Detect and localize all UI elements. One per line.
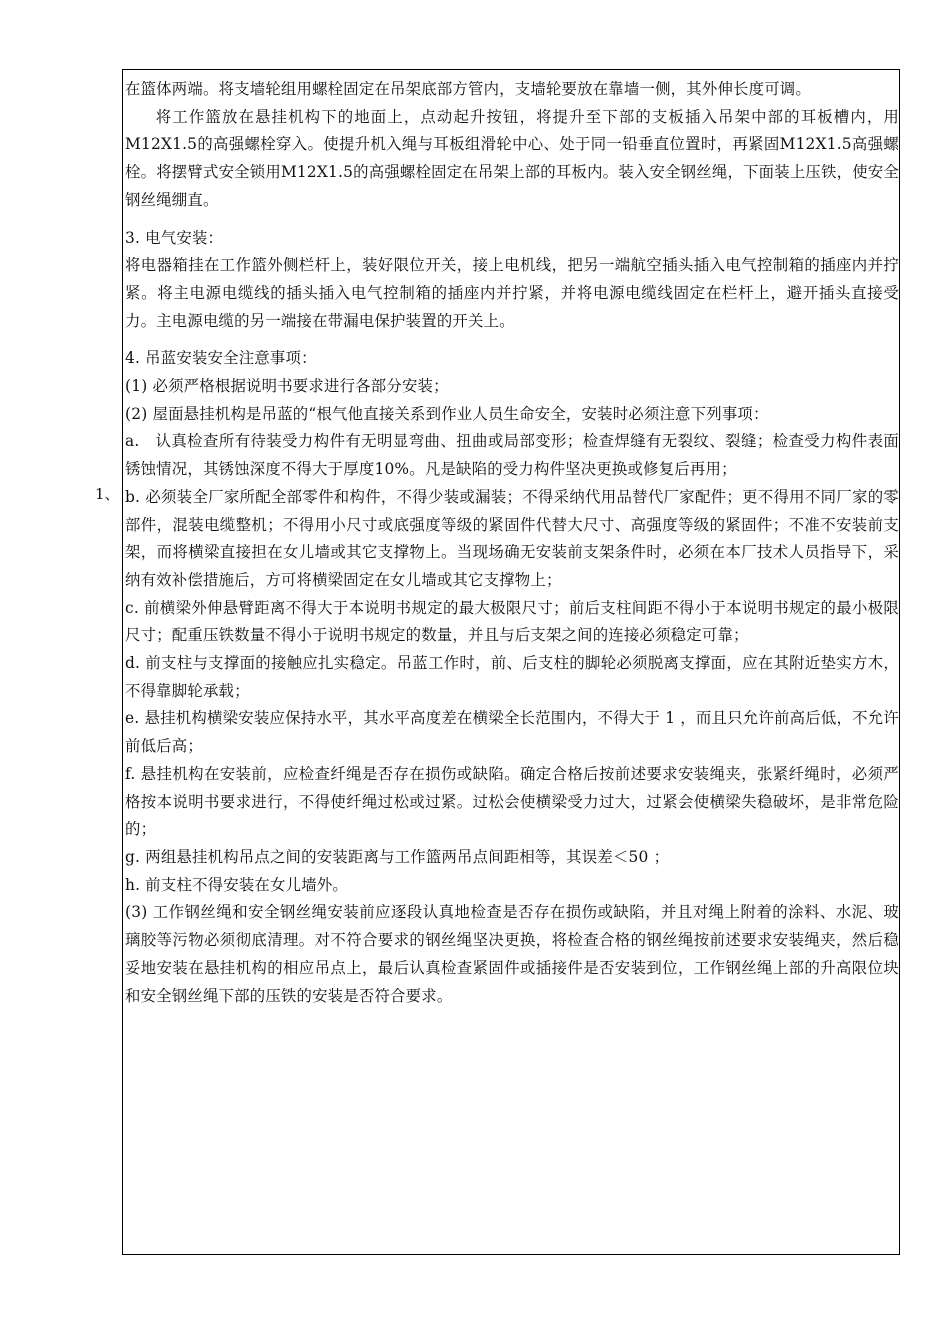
item-2d: d. 前支柱与支撑面的接触应扎实稳定。吊蓝工作时，前、后支柱的脚轮必须脱离支撑面，应在其附近垫实方木，不得靠脚轮承载； [125, 654, 899, 700]
item-1: (1) 必须严格根据说明书要求进行各部分安装； [125, 377, 449, 396]
item-2: (2) 屋面悬挂机构是吊蓝的“根气他直接关系到作业人员生命安全，安装时必须注意下列事项： [125, 404, 769, 423]
paragraph-support-wheel: 在篮体两端。将支墙轮组用螺栓固定在吊架底部方管内，支墙轮要放在靠墙一侧，其外伸长度可调。 [125, 80, 811, 98]
paragraph-electrical-install: 将电器箱挂在工作篮外侧栏杆上，装好限位开关，接上电机线，把另一端航空插头插入电气控制箱的插座内并拧紧。将主电源电缆线的插头插入电气控制箱的插座内并拧紧，并将电源电缆线固定在栏杆上，避开插头直接受力。主电源电缆的另一端接在带漏电保护装置的开关上。 [125, 256, 899, 330]
row-number: 1、 [95, 485, 120, 503]
item-2f: f. 悬挂机构在安装前，应检查纤绳是否存在损伤或缺陷。确定合格后按前述要求安装绳夹，张紧纤绳时，必须严格按本说明书要求进行，不得使纤绳过松或过紧。过松会使横梁受力过大，过紧会使横梁失稳破坏，是非常危险的； [125, 764, 899, 839]
item-2a: a. 认真检查所有待装受力构件有无明显弯曲、扭曲或局部变形；检查焊缝有无裂纹、裂缝；检查受力构件表面锈蚀情况，其锈蚀深度不得大于厚度10%。凡是缺陷的受力构件坚决更换或修复后再用； [125, 432, 899, 479]
content-cell [125, 76, 899, 1010]
paragraph-hoist-install: 将工作篮放在悬挂机构下的地面上，点动起升按钮，将提升至下部的支板插入吊架中部的耳板槽内，用M12X1.5的高强螺栓穿入。使提升机入绳与耳板组滑轮中心、处于同一铅垂直位置时，再紧固M12X1.5高强螺栓。将摆臂式安全锁用M12X1.5的高强螺栓固定在吊架上部的耳板内。装入安全钢丝绳，下面装上压铁，使安全钢丝绳绷直。 [125, 107, 899, 209]
heading-safety-notes: 4. 吊蓝安装安全注意事项： [125, 349, 317, 368]
document-table [95, 69, 900, 1255]
item-2c: c. 前横梁外伸悬臂距离不得大于本说明书规定的最大极限尺寸；前后支柱间距不得小于本说明书规定的最小极限尺寸；配重压铁数量不得小于说明书规定的数量，并且与后支架之间的连接必须稳定可靠； [125, 598, 899, 645]
item-2b: b. 必须装全厂家所配全部零件和构件，不得少装或漏装；不得采纳代用品替代厂家配件；更不得用不同厂家的零部件，混装电缆整机；不得用小尺寸或底强度等级的紧固件代替大尺寸、高强度等级的紧固件；不准不安装前支架，而将横梁直接担在女儿墙或其它支撑物上。当现场确无安装前支架条件时，必须在本厂技术人员指导下，采纳有效补偿措施后，方可将横梁固定在女儿墙或其它支撑物上； [125, 487, 899, 589]
item-2g: g. 两组悬挂机构吊点之间的安装距离与工作篮两吊点间距相等，其误差＜50 ； [125, 847, 670, 866]
item-2h: h. 前支柱不得安装在女儿墙外。 [125, 875, 348, 894]
item-3: (3) 工作钢丝绳和安全钢丝绳安装前应逐段认真地检查是否存在损伤或缺陷，并且对绳上附着的涂料、水泥、玻璃胶等污物必须彻底清理。对不符合要求的钢丝绳坚决更换，将检查合格的钢丝绳按前述要求安装绳夹，然后稳妥地安装在悬挂机构的相应吊点上，最后认真检查紧固件或插接件是否安装到位，工作钢丝绳上部的升高限位块和安全钢丝绳下部的压铁的安装是否符合要求。 [125, 903, 899, 1005]
heading-electrical-install: 3. 电气安装： [125, 228, 224, 247]
item-2e: e. 悬挂机构横梁安装应保持水平，其水平高度差在横梁全长范围内，不得大于 1 ，而且只允许前高后低，不允许前低后高； [125, 709, 899, 756]
